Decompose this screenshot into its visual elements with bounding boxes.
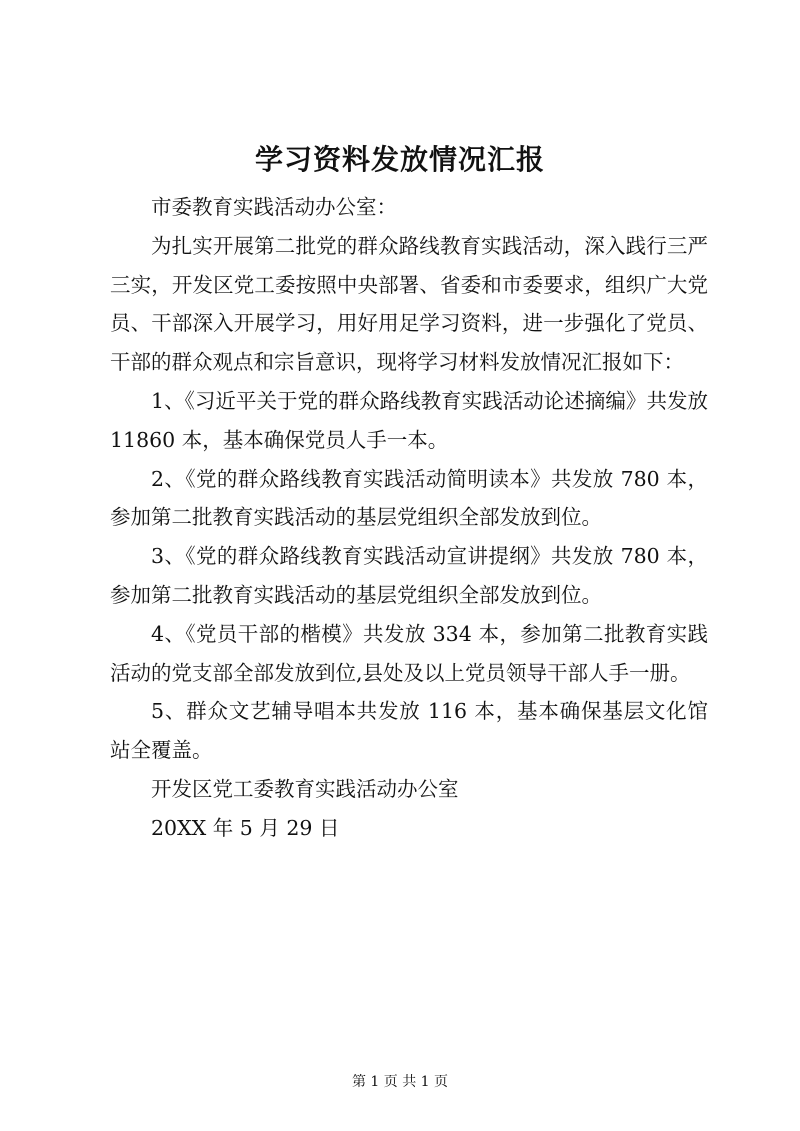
paragraph-item-1: 1、《习近平关于党的群众路线教育实践活动论述摘编》共发放 11860 本，基本确保党员人手一本。 [110, 388, 708, 452]
document-title: 学习资料发放情况汇报 [254, 143, 545, 176]
paragraph-item-5: 5、群众文艺辅导唱本共发放 116 本，基本确保基层文化馆站全覆盖。 [110, 699, 708, 763]
paragraph-item-4: 4、《党员干部的楷模》共发放 334 本，参加第二批教育实践活动的党支部全部发放到位,县处及以上党员领导干部人手一册。 [110, 621, 708, 685]
signature: 开发区党工委教育实践活动办公室 [151, 776, 459, 801]
paragraph-intro: 为扎实开展第二批党的群众路线教育实践活动，深入践行三严三实，开发区党工委按照中央部署、省委和市委要求，组织广大党员、干部深入开展学习，用好用足学习资料，进一步强化了党员、干部的群众观点和宗旨意识，现将学习材料发放情况汇报如下： [110, 233, 708, 375]
salutation: 市委教育实践活动办公室： [151, 195, 397, 219]
paragraph-item-2: 2、《党的群众路线教育实践活动简明读本》共发放 780 本，参加第二批教育实践活动的基层党组织全部发放到位。 [110, 466, 708, 530]
page-footer: 第 1 页 共 1 页 [351, 1074, 449, 1090]
paragraph-item-3: 3、《党的群众路线教育实践活动宣讲提纲》共发放 780 本，参加第二批教育实践活动的基层党组织全部发放到位。 [110, 544, 708, 607]
date: 20XX 年 5 月 29 日 [151, 815, 340, 840]
document-body [110, 188, 708, 848]
